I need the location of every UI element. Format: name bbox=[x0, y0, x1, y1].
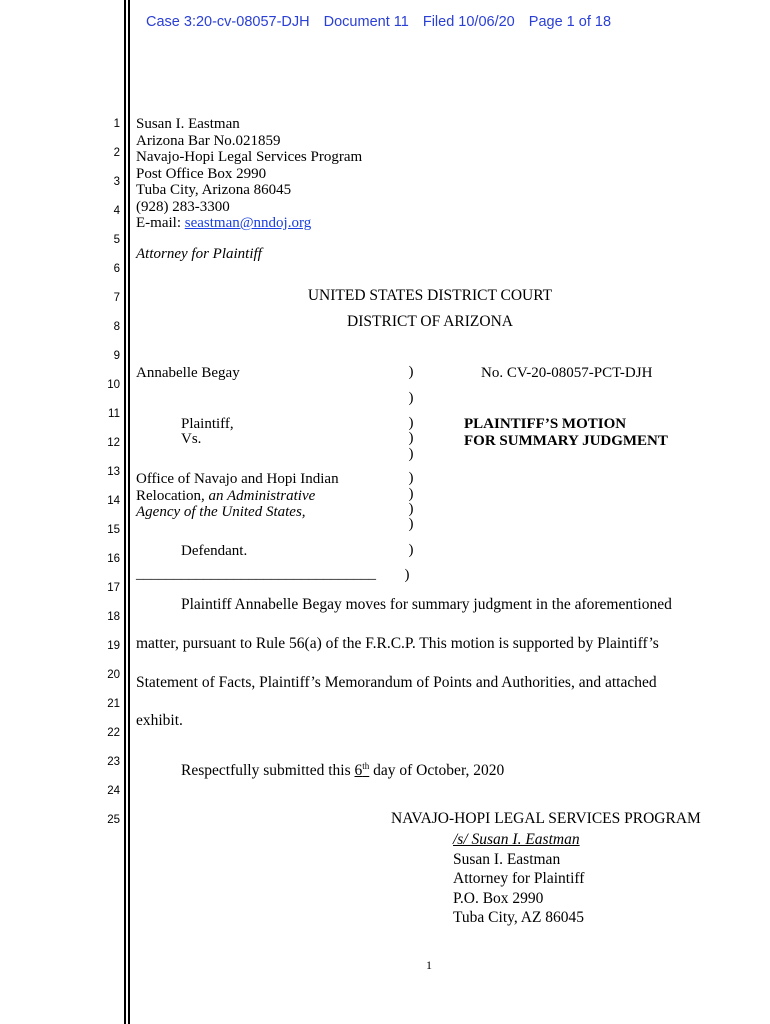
line-number: 20 bbox=[107, 669, 120, 681]
submitted-suffix: day of October, 2020 bbox=[369, 762, 505, 780]
submitted-line bbox=[181, 761, 504, 780]
signature-organization: NAVAJO-HOPI LEGAL SERVICES PROGRAM bbox=[391, 810, 701, 827]
email-label: E-mail: bbox=[136, 215, 185, 231]
attorney-city: Tuba City, Arizona 86045 bbox=[136, 182, 292, 198]
motion-title-line-1: PLAINTIFF’S MOTION bbox=[464, 416, 627, 432]
line-number: 3 bbox=[113, 176, 120, 188]
body-line-3: Statement of Facts, Plaintiff’s Memorandum of Points and Authorities, and attached bbox=[136, 674, 657, 691]
line-number: 10 bbox=[107, 379, 120, 391]
court-filing-header bbox=[146, 14, 621, 30]
signature-po-box: P.O. Box 2990 bbox=[453, 889, 544, 907]
line-number: 23 bbox=[107, 756, 120, 768]
document-number-header: Document 11 bbox=[323, 14, 409, 30]
caption-paren: ) bbox=[408, 446, 414, 462]
defendant-line-2 bbox=[136, 488, 339, 505]
defendant-line-2-italic: an Administrative bbox=[208, 487, 316, 504]
line-number: 4 bbox=[113, 205, 120, 217]
body-line-1: Plaintiff Annabelle Begay moves for summary judgment in the aforementioned bbox=[181, 596, 672, 613]
caption-paren: ) bbox=[408, 390, 414, 406]
electronic-signature: /s/ Susan I. Eastman bbox=[453, 831, 580, 848]
plaintiff-name: Annabelle Begay bbox=[136, 365, 240, 381]
line-number: 25 bbox=[107, 814, 120, 826]
signature-role: Attorney for Plaintiff bbox=[453, 870, 585, 887]
left-margin-rule-inner bbox=[128, 0, 130, 1024]
page-number: 1 bbox=[426, 958, 432, 972]
body-line-4: exhibit. bbox=[136, 712, 183, 729]
caption-paren: ) bbox=[408, 364, 414, 380]
versus-label: Vs. bbox=[181, 431, 202, 447]
line-number: 16 bbox=[107, 553, 120, 565]
attorney-name: Susan I. Eastman bbox=[136, 116, 240, 132]
email-link[interactable]: seastman@nndoj.org bbox=[184, 215, 312, 231]
defendant-line-2-plain: Relocation, bbox=[136, 487, 209, 504]
attorney-organization: Navajo-Hopi Legal Services Program bbox=[136, 149, 363, 165]
motion-title-line-2: FOR SUMMARY JUDGMENT bbox=[464, 432, 668, 449]
attorney-block bbox=[136, 116, 362, 232]
caption-paren: ) bbox=[408, 470, 414, 486]
line-number: 1 bbox=[113, 118, 120, 130]
line-number: 12 bbox=[107, 437, 120, 449]
line-number: 13 bbox=[107, 466, 120, 478]
line-number: 7 bbox=[113, 292, 120, 304]
submitted-prefix: Respectfully submitted this bbox=[181, 762, 355, 780]
signature-name: Susan I. Eastman bbox=[453, 850, 561, 868]
caption-paren: ) bbox=[408, 486, 414, 502]
court-name: UNITED STATES DISTRICT COURT bbox=[307, 287, 553, 304]
defendant-label: Defendant. bbox=[181, 543, 248, 559]
court-district: DISTRICT OF ARIZONA bbox=[347, 313, 513, 330]
body-line-2: matter, pursuant to Rule 56(a) of the F.R.C.P. This motion is supported by Plaintiff’s bbox=[136, 635, 659, 652]
attorney-role: Attorney for Plaintiff bbox=[136, 246, 262, 262]
filed-date-header: Filed 10/06/20 bbox=[422, 14, 515, 30]
line-number: 17 bbox=[107, 582, 120, 594]
line-number: 21 bbox=[107, 698, 120, 710]
case-number-header: Case 3:20-cv-08057-DJH bbox=[146, 14, 310, 30]
submitted-day bbox=[355, 762, 370, 779]
attorney-po-box: Post Office Box 2990 bbox=[136, 165, 267, 182]
attorney-email-line bbox=[136, 215, 362, 232]
line-number: 19 bbox=[107, 640, 120, 652]
caption-paren: ) bbox=[408, 516, 414, 532]
case-number: No. CV-20-08057-PCT-DJH bbox=[481, 365, 653, 381]
caption-paren: ) bbox=[408, 542, 414, 558]
line-number: 8 bbox=[113, 321, 120, 333]
line-number: 15 bbox=[107, 524, 120, 536]
caption-paren: ) bbox=[408, 501, 414, 517]
line-number: 9 bbox=[113, 350, 120, 362]
defendant-line-1: Office of Navajo and Hopi Indian bbox=[136, 471, 339, 487]
plaintiff-label: Plaintiff, bbox=[181, 416, 234, 432]
defendant-name bbox=[136, 471, 339, 521]
line-number: 18 bbox=[107, 611, 120, 623]
motion-title bbox=[464, 416, 668, 449]
signature-city: Tuba City, AZ 86045 bbox=[453, 909, 585, 926]
submitted-day-number: 6 bbox=[354, 762, 363, 780]
submitted-day-suffix: th bbox=[362, 761, 370, 771]
left-margin-rule-outer bbox=[124, 0, 126, 1024]
attorney-phone: (928) 283-3300 bbox=[136, 198, 230, 215]
line-number: 6 bbox=[113, 263, 120, 275]
caption-paren: ) bbox=[408, 430, 414, 446]
line-number: 22 bbox=[107, 727, 120, 739]
line-number: 5 bbox=[113, 234, 120, 246]
defendant-line-3: Agency of the United States, bbox=[136, 504, 306, 520]
caption-paren: ) bbox=[404, 567, 410, 583]
line-number: 14 bbox=[107, 495, 120, 507]
page-count-header: Page 1 of 18 bbox=[528, 14, 612, 30]
caption-underline: ________________________________ bbox=[136, 566, 376, 582]
line-number: 11 bbox=[108, 408, 120, 420]
line-number: 2 bbox=[113, 147, 120, 159]
line-number: 24 bbox=[107, 785, 120, 797]
caption-paren: ) bbox=[408, 415, 414, 431]
signature-block bbox=[453, 830, 584, 928]
attorney-bar-number: Arizona Bar No.021859 bbox=[136, 132, 281, 149]
